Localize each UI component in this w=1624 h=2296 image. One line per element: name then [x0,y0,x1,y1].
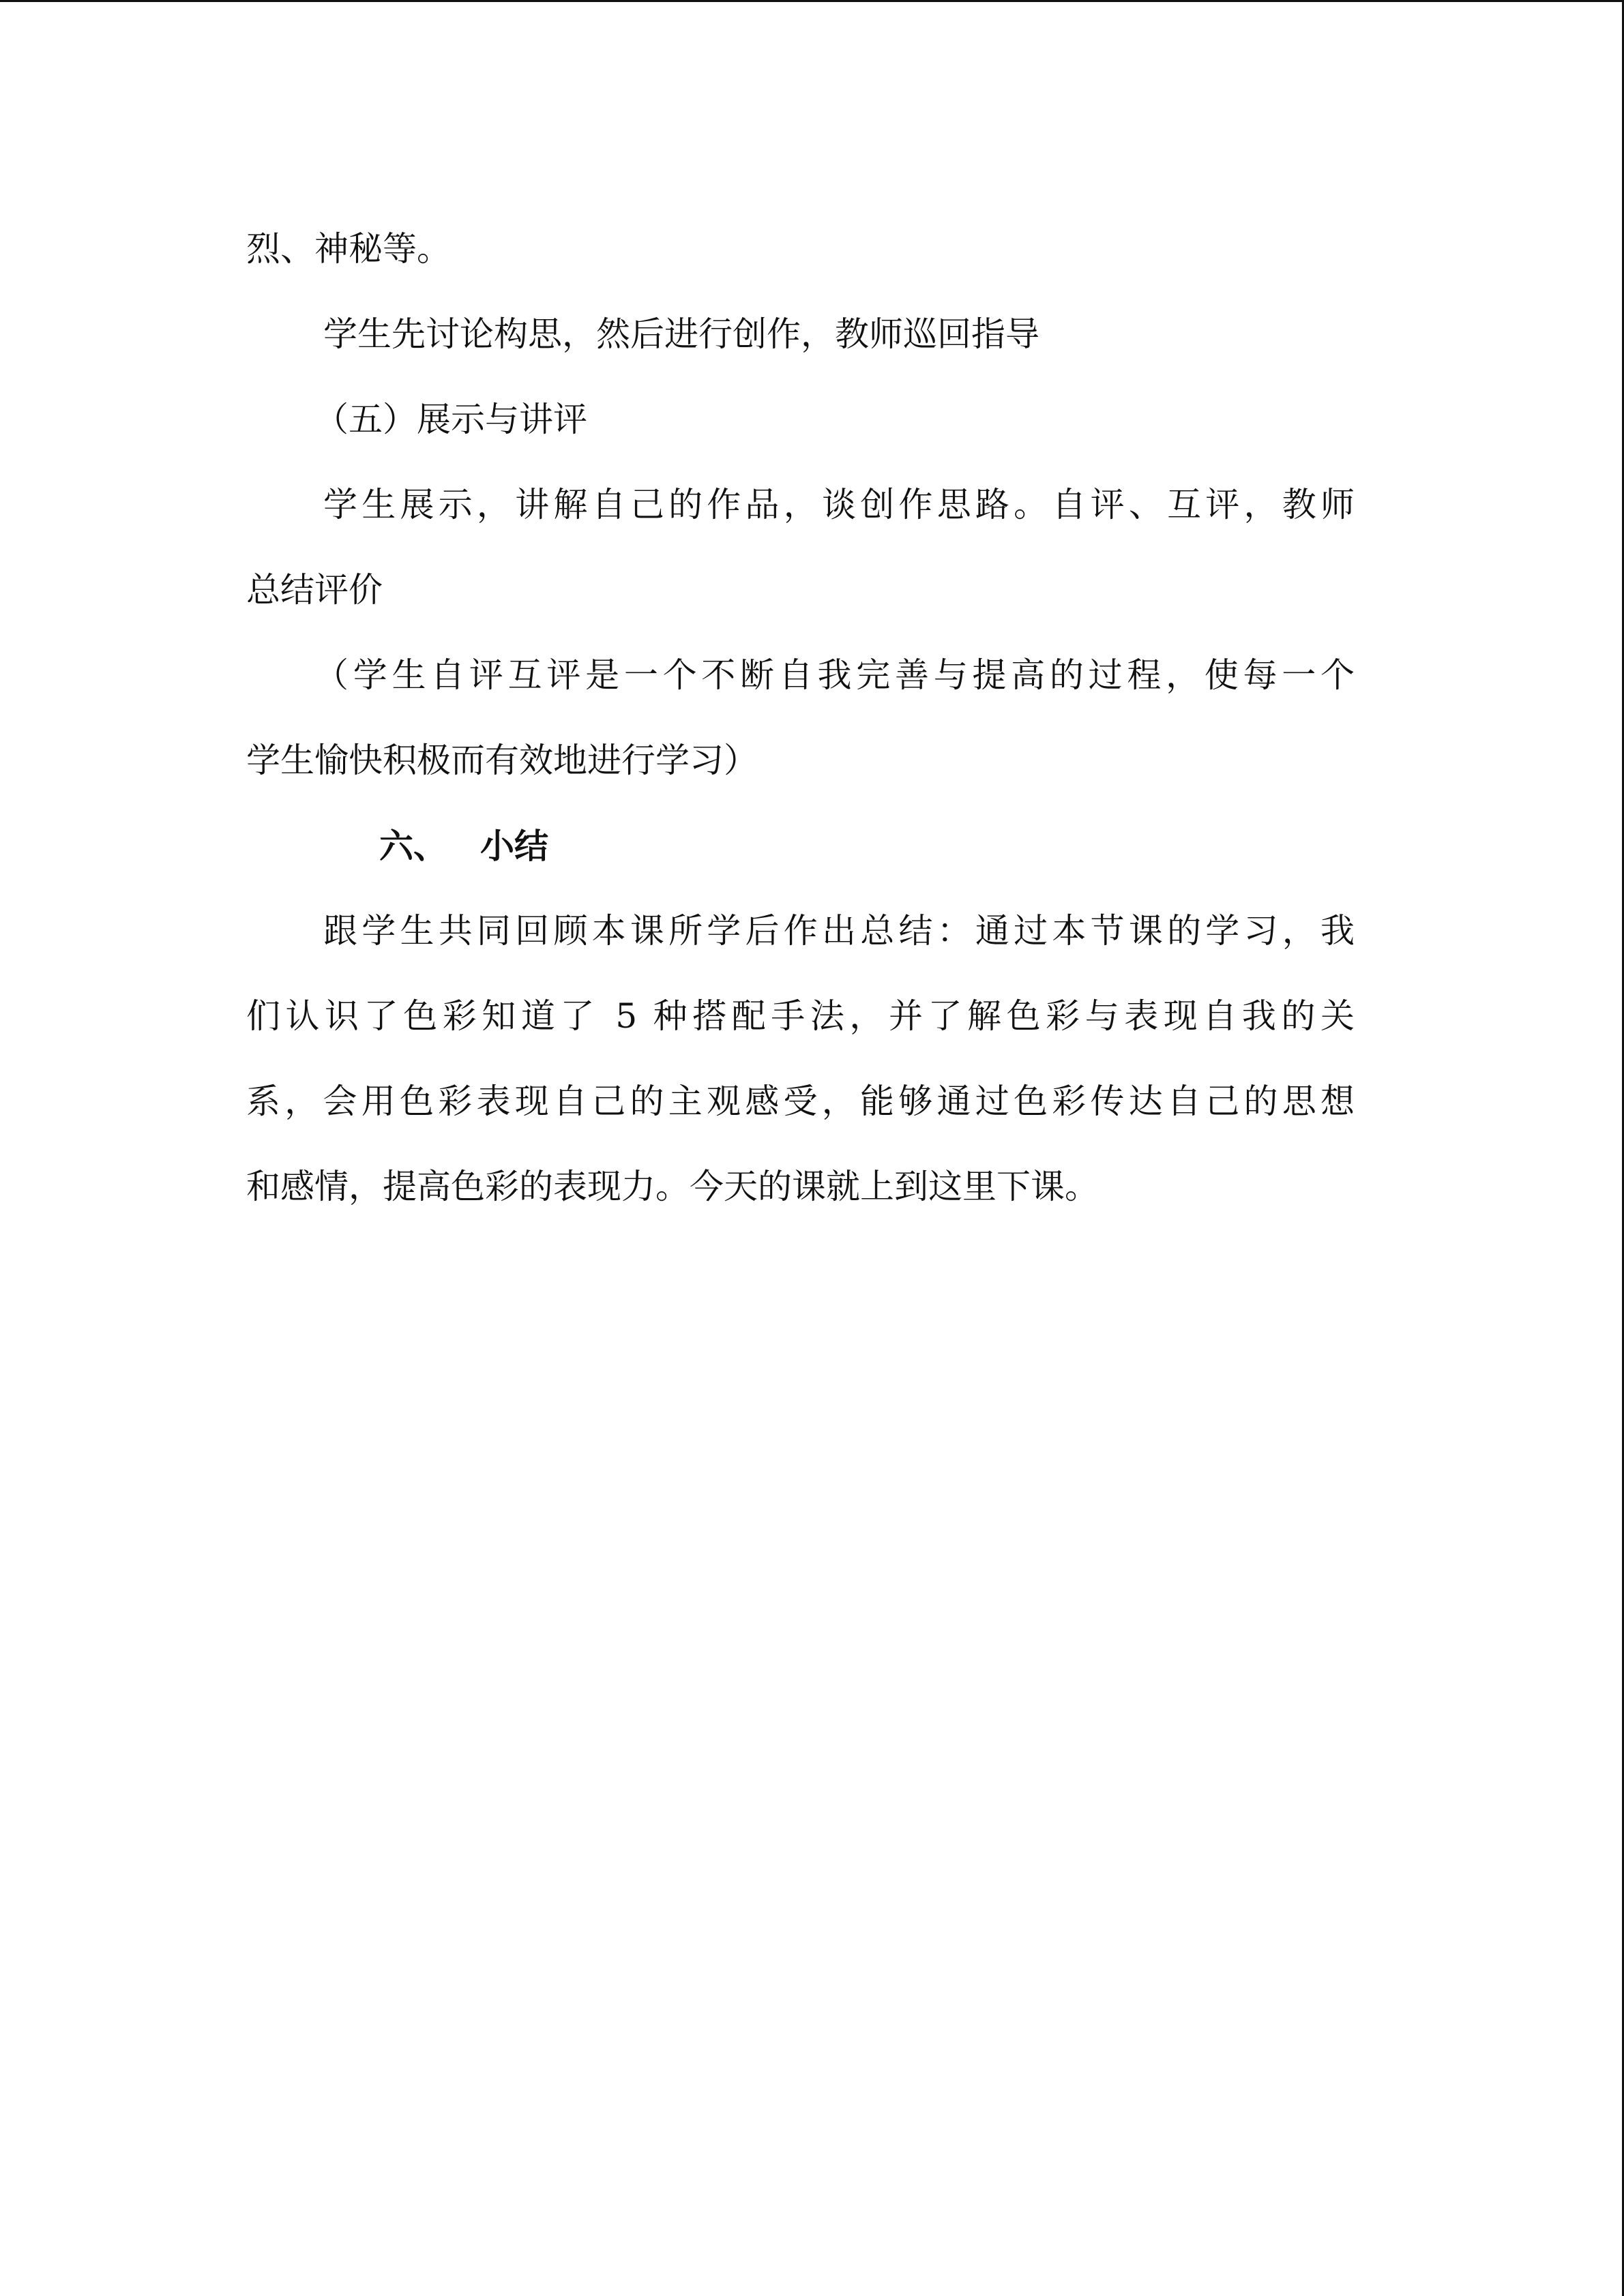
paragraph-line: 们认识了色彩知道了 5 种搭配手法，并了解色彩与表现自我的关 [246,996,1355,1036]
paragraph-line: 跟学生共同回顾本课所学后作出总结：通过本节课的学习，我 [323,911,1355,951]
paragraph-line: 总结评价 [246,570,383,610]
paragraph-line: 系，会用色彩表现自己的主观感受，能够通过色彩传达自己的思想 [246,1082,1355,1121]
paragraph-line: 和感情，提高色彩的表现力。今天的课就上到这里下课。 [246,1167,1099,1206]
section-heading-number: 六、 [379,826,447,866]
document-body [246,207,1355,1229]
section-heading-title: 小结 [480,826,548,866]
paragraph-line: 学生愉快积极而有效地进行学习） [246,741,758,780]
section-heading [246,803,1355,889]
paragraph-line: 学生展示，讲解自己的作品，谈创作思路。自评、互评，教师 [323,485,1355,524]
paragraph-line: （学生自评互评是一个不断自我完善与提高的过程，使每一个 [314,655,1355,695]
section-subheading: （五）展示与讲评 [314,400,587,439]
paragraph-line: 学生先讨论构思，然后进行创作，教师巡回指导 [323,314,1039,354]
paragraph-line: 烈、神秘等。 [246,229,451,269]
